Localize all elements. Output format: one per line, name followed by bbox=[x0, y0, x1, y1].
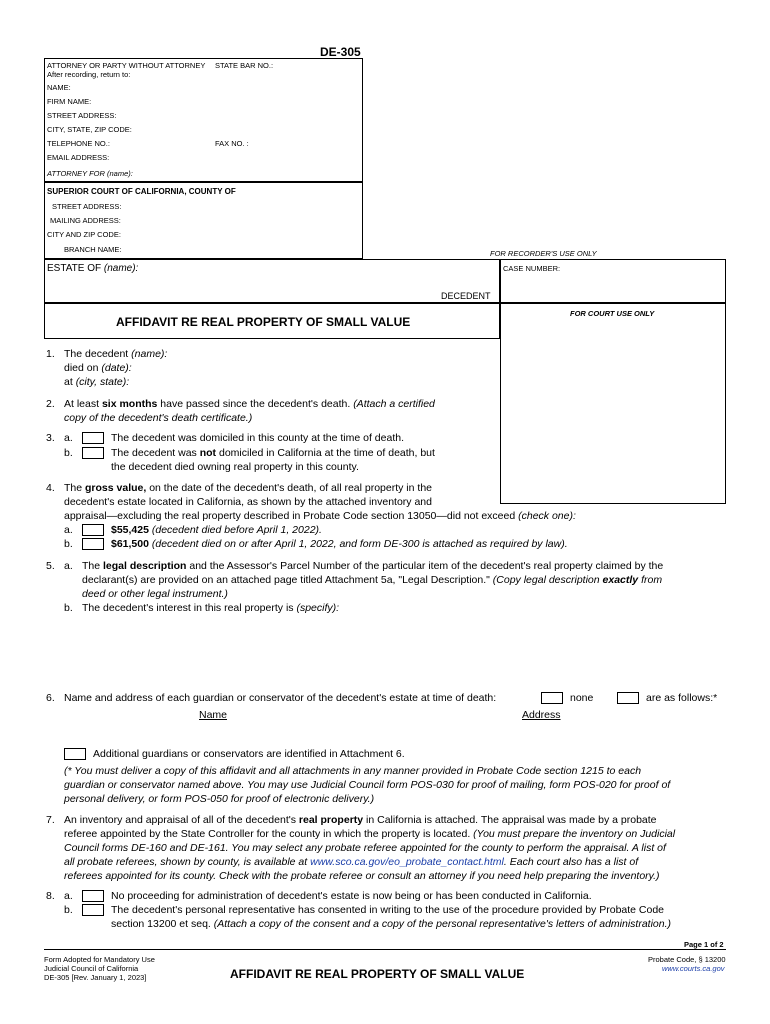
item4-text-3: appraisal—excluding the real property described in Probate Code section 13050—did not exceed (check one): bbox=[64, 510, 576, 522]
item4b-label: b. bbox=[64, 538, 73, 550]
telephone-label: TELEPHONE NO.: bbox=[47, 139, 110, 148]
street-label: STREET ADDRESS: bbox=[47, 111, 117, 120]
decedent-label: DECEDENT bbox=[441, 291, 491, 301]
court-mailing-label: MAILING ADDRESS: bbox=[50, 216, 121, 225]
item4-text: The gross value, on the date of the decedent's death, of all real property in the bbox=[64, 482, 432, 494]
item7-text-2: referee appointed by the State Controller for the county in which the property is located. (You must prepare the inventory on Judicial bbox=[64, 828, 676, 840]
state-bar-label: STATE BAR NO.: bbox=[215, 61, 274, 70]
recorder-use: FOR RECORDER'S USE ONLY bbox=[490, 249, 597, 258]
item5a-text: The legal description and the Assessor's Parcel Number of the particular item of the decedent's real property claimed by the bbox=[82, 560, 664, 572]
item2-number: 2. bbox=[46, 398, 55, 410]
item5a-label: a. bbox=[64, 560, 73, 572]
item1-at-city: at (city, state): bbox=[64, 376, 130, 388]
item6-number: 6. bbox=[46, 692, 55, 704]
item6-text: Name and address of each guardian or conservator of the decedent's estate at time of death: bbox=[64, 692, 497, 704]
attorney-for-label: ATTORNEY FOR (name): bbox=[47, 169, 133, 178]
city-hint: (city, state): bbox=[75, 376, 130, 388]
attorney-header: ATTORNEY OR PARTY WITHOUT ATTORNEY bbox=[47, 61, 206, 70]
item6-none-label: none bbox=[570, 692, 594, 704]
item8b-text-2: section 13200 et seq. (Attach a copy of the consent and a copy of the personal representative's letters of administration.) bbox=[111, 918, 672, 930]
item3b-text-2: the decedent died owning real property in this county. bbox=[111, 461, 359, 473]
item1-decedent-name: The decedent (name): bbox=[64, 348, 168, 360]
court-street-label: STREET ADDRESS: bbox=[52, 202, 122, 211]
name-column-header: Name bbox=[199, 709, 228, 721]
item7-number: 7. bbox=[46, 814, 55, 826]
court-use-box bbox=[500, 303, 726, 504]
item6-note-3: personal delivery, or form POS-050 for proof of electronic delivery.) bbox=[64, 793, 375, 805]
item6-note-2: guardian or conservator named above. You may use Judicial Council form POS-030 for proof of mailing, form POS-020 for proof of bbox=[64, 779, 671, 791]
footer-rev: DE-305 [Rev. January 1, 2023] bbox=[44, 973, 147, 982]
item3a-checkbox[interactable] bbox=[82, 432, 104, 444]
item7-text-5: referees appointed for its county. Check with the probate referee or consult an attorney if you need help preparing the inventory.) bbox=[64, 870, 660, 882]
date-hint: (date): bbox=[101, 362, 132, 374]
item4a-checkbox[interactable] bbox=[82, 524, 104, 536]
item8b-label: b. bbox=[64, 904, 73, 916]
email-label: EMAIL ADDRESS: bbox=[47, 153, 110, 162]
item5b-label: b. bbox=[64, 602, 73, 614]
item6-additional-checkbox[interactable] bbox=[64, 748, 86, 760]
court-city-label: CITY AND ZIP CODE: bbox=[47, 230, 121, 239]
referee-link[interactable]: www.sco.ca.gov/eo_probate_contact.html bbox=[310, 856, 504, 868]
item5-number: 5. bbox=[46, 560, 55, 572]
footer-code: Probate Code, § 13200 bbox=[648, 955, 726, 964]
item4a-text: $55,425 (decedent died before April 1, 2022). bbox=[111, 524, 322, 536]
form-id: DE-305 bbox=[320, 45, 361, 59]
item7-text-3: Council forms DE-160 and DE-161. You may select any probate referee appointed for the county to perform the appraisal. A list of bbox=[64, 842, 666, 854]
item4-number: 4. bbox=[46, 482, 55, 494]
form-title: AFFIDAVIT RE REAL PROPERTY OF SMALL VALUE bbox=[116, 315, 411, 329]
item7-text-4: all probate referees, shown by county, is available at www.sco.ca.gov/eo_probate_contact.html. Each court also has a list of bbox=[64, 856, 639, 868]
item2-text-2: copy of the decedent's death certificate.) bbox=[64, 412, 253, 424]
item7-text: An inventory and appraisal of all of the decedent's real property in California is attached. The appraisal was made by a probate bbox=[64, 814, 657, 826]
item1-died-on: died on (date): bbox=[64, 362, 132, 374]
court-title: SUPERIOR COURT OF CALIFORNIA, COUNTY OF bbox=[47, 187, 236, 196]
estate-of-label: ESTATE OF (name): bbox=[47, 263, 139, 274]
page-number: Page 1 of 2 bbox=[684, 940, 724, 949]
item4a-label: a. bbox=[64, 524, 73, 536]
item5b-text: The decedent's interest in this real property is (specify): bbox=[82, 602, 340, 614]
fax-label: FAX NO. : bbox=[215, 139, 249, 148]
item8b-text: The decedent's personal representative has consented in writing to the use of the procedure provided by Probate Code bbox=[111, 904, 665, 916]
item3b-checkbox[interactable] bbox=[82, 447, 104, 459]
footer-rule bbox=[44, 949, 726, 950]
item8-number: 8. bbox=[46, 890, 55, 902]
item5a-text-2: declarant(s) are provided on an attached page titled Attachment 5a, "Legal Description." (Copy legal description exactly from bbox=[82, 574, 663, 586]
item2-text: At least six months have passed since the decedent's death. (Attach a certified bbox=[64, 398, 435, 410]
item8a-text: No proceeding for administration of decedent's estate is now being or has been conducted in California. bbox=[111, 890, 592, 902]
court-use-label: FOR COURT USE ONLY bbox=[570, 309, 655, 318]
branch-label: BRANCH NAME: bbox=[64, 245, 122, 254]
item3b-text: The decedent was not domiciled in California at the time of death, but bbox=[111, 447, 435, 459]
item4b-checkbox[interactable] bbox=[82, 538, 104, 550]
item3-number: 3. bbox=[46, 432, 55, 444]
city-label: CITY, STATE, ZIP CODE: bbox=[47, 125, 132, 134]
item6-note-1: (* You must deliver a copy of this affidavit and all attachments in any manner provided in Probate Code section 1215 to each bbox=[64, 765, 642, 777]
name-label: NAME: bbox=[47, 83, 71, 92]
item3b-label: b. bbox=[64, 447, 73, 459]
item1-number: 1. bbox=[46, 348, 55, 360]
item3a-label: a. bbox=[64, 432, 73, 444]
footer-url[interactable]: www.courts.ca.gov bbox=[662, 964, 725, 973]
item6-additional-text: Additional guardians or conservators are identified in Attachment 6. bbox=[93, 748, 405, 760]
footer-council: Judicial Council of California bbox=[44, 964, 139, 973]
item8a-label: a. bbox=[64, 890, 73, 902]
item6-follows-checkbox[interactable] bbox=[617, 692, 639, 704]
item8b-checkbox[interactable] bbox=[82, 904, 104, 916]
item6-none-checkbox[interactable] bbox=[541, 692, 563, 704]
item5a-text-3: deed or other legal instrument.) bbox=[82, 588, 228, 600]
footer-title: AFFIDAVIT RE REAL PROPERTY OF SMALL VALUE bbox=[230, 967, 525, 981]
item4b-text: $61,500 (decedent died on or after April 1, 2022, and form DE-300 is attached as required by law). bbox=[111, 538, 568, 550]
case-number-label: CASE NUMBER: bbox=[503, 264, 561, 273]
estate-name-hint: (name): bbox=[103, 263, 139, 274]
address-column-header: Address bbox=[522, 709, 561, 721]
footer-adopted: Form Adopted for Mandatory Use bbox=[44, 955, 155, 964]
item3a-text: The decedent was domiciled in this county at the time of death. bbox=[111, 432, 405, 444]
item4-text-2: decedent's estate located in California, as shown by the attached inventory and bbox=[64, 496, 432, 508]
after-recording-label: After recording, return to: bbox=[47, 70, 131, 79]
item6-follows-label: are as follows:* bbox=[646, 692, 718, 704]
firm-label: FIRM NAME: bbox=[47, 97, 92, 106]
item8a-checkbox[interactable] bbox=[82, 890, 104, 902]
